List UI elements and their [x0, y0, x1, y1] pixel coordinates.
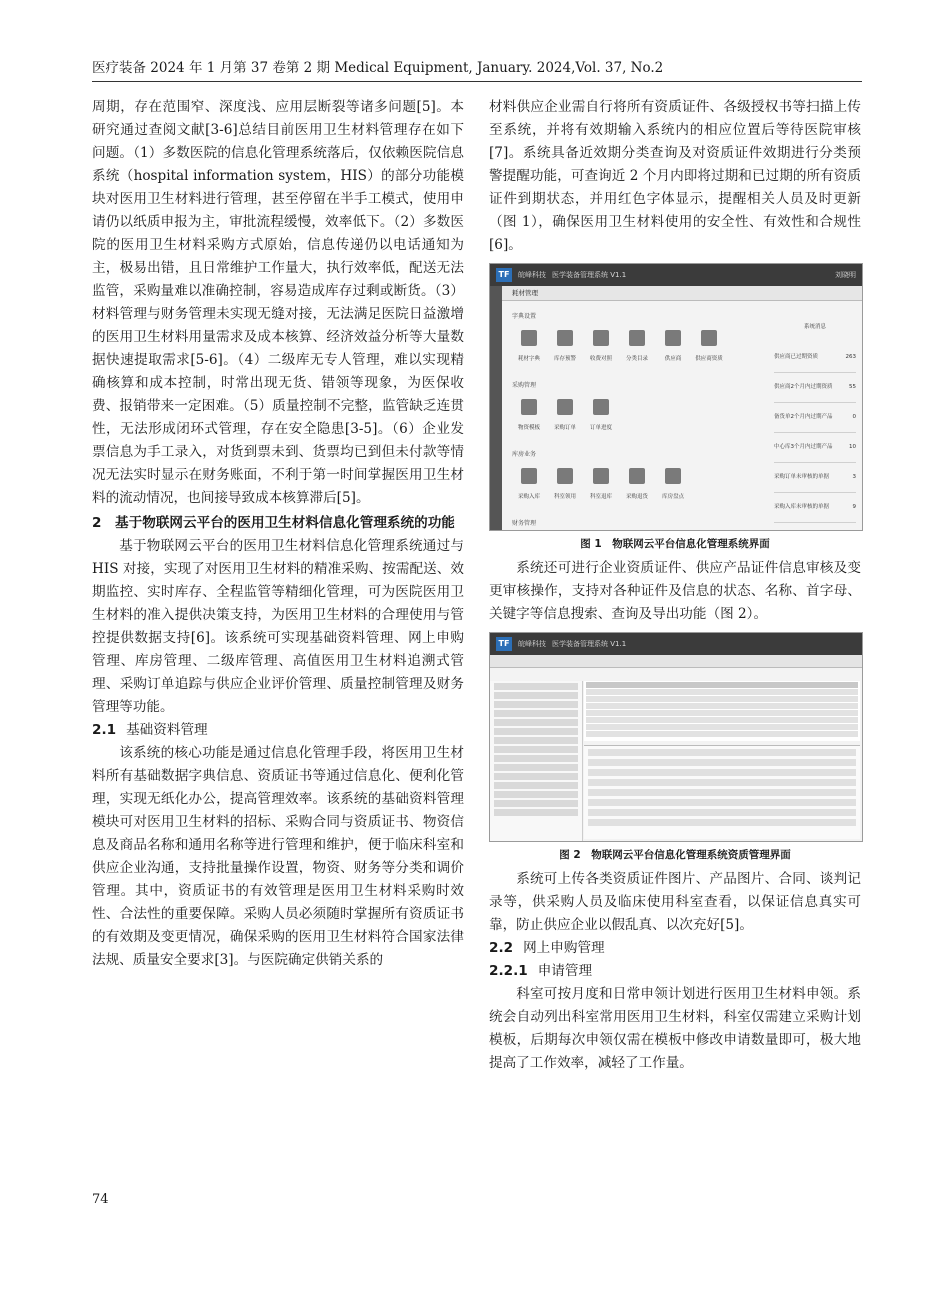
section-2-2-heading [489, 937, 861, 960]
fig1-tile: 分类目录 [622, 330, 652, 371]
section-2-1-heading [92, 719, 464, 742]
fig1-group-label: 采购管理 [512, 382, 537, 389]
fig1-main [504, 302, 772, 526]
fig2-brand: 皖峰科技 [518, 639, 546, 648]
fig1-group-label: 库房业务 [512, 451, 537, 458]
module-icon [665, 330, 681, 346]
fig1-group-label: 财务管理 [512, 520, 537, 527]
fig2-app-title: 医学装备管理系统 V1.1 [552, 639, 627, 648]
fig1-tile: 收费对照 [586, 330, 616, 371]
app-logo-icon: TF [496, 268, 512, 282]
fig2-data-grid [584, 681, 860, 741]
fig1-app-title: 医学装备管理系统 V1.1 [552, 270, 627, 279]
fig1-tile: 采购入库 [514, 468, 544, 509]
figure-1-caption: 图 1 物联网云平台信息化管理系统界面 [580, 538, 770, 550]
fig1-stat-row: 供应商已过期资质 263 [774, 343, 856, 373]
module-icon [593, 399, 609, 415]
app-logo-icon: TF [496, 637, 512, 651]
fig2-tree-panel [490, 681, 583, 841]
fig2-titlebar [490, 633, 862, 655]
right-paragraph-3: 系统可上传各类资质证件图片、产品图片、合同、谈判记录等，供采购人员及临床使用科室查看，以保证信息真实可靠，防止供应企业以假乱真、以次充好[5]。 [489, 871, 861, 933]
fig1-stat-row: 采购入库未审核的单据 9 [774, 493, 856, 523]
section-2-1-title: 基础资料管理 [126, 722, 208, 738]
figure-2-screenshot [489, 632, 863, 842]
module-icon [557, 330, 573, 346]
module-icon [521, 330, 537, 346]
fig1-tile: 采购退货 [622, 468, 652, 509]
section-2-2-number: 2.2 [489, 940, 514, 956]
fig1-stat-row: 备货单2个月内过期产品 0 [774, 403, 856, 433]
fig1-group-label: 字典设置 [512, 313, 537, 320]
fig1-tab: 耗材管理 [512, 288, 538, 297]
fig1-tile: 耗材字典 [514, 330, 544, 371]
module-icon [521, 468, 537, 484]
module-icon [629, 330, 645, 346]
fig1-stat-row [774, 523, 856, 531]
fig1-tabbar [490, 286, 862, 301]
module-icon [701, 330, 717, 346]
fig1-tile: 科室退库 [586, 468, 616, 509]
left-column [92, 96, 464, 972]
fig1-sidebar [490, 286, 502, 530]
fig1-titlebar [490, 264, 862, 286]
fig1-tiles-row [514, 399, 772, 440]
fig1-tiles-row [514, 330, 772, 371]
fig1-stat-row: 供应商2个月内过期资质 55 [774, 373, 856, 403]
fig1-system-messages [774, 316, 856, 531]
section-2-2-1-number: 2.2.1 [489, 963, 528, 979]
running-header: 医疗装备 2024 年 1 月第 37 卷第 2 期 Medical Equipment, January. 2024,Vol. 37, No.2 [92, 56, 862, 82]
left-paragraph-2: 基于物联网云平台的医用卫生材料信息化管理系统通过与 HIS 对接，实现了对医用卫生材料的精准采购、按需配送、效期监控、实时库存、全程监管等精细化管理，可为医院医用卫生材料的准入提供决策支持，为医用卫生材料的合理使用与管控提供数据支持[6]。该系统可实现基础资料管理、网上申购管理、库房管理、二级库管理、高值医用卫生材料追溯式管理、采购订单追踪与供应企业评价管理、质量控制管理及财务管理等功能。 [92, 538, 464, 715]
section-2-heading: 2 基于物联网云平台的医用卫生材料信息化管理系统的功能 [92, 515, 455, 531]
fig1-tiles-row [514, 468, 772, 509]
fig1-tile: 采购订单 [550, 399, 580, 440]
section-2-2-title: 网上申购管理 [523, 940, 605, 956]
fig1-tile: 供应商 [658, 330, 688, 371]
fig1-stat-row: 中心库3个月内过期产品 10 [774, 433, 856, 463]
left-paragraph-1: 周期，存在范围窄、深度浅、应用层断裂等诸多问题[5]。本研究通过查阅文献[3-6]总结目前医用卫生材料管理存在如下问题。（1）多数医院的信息化管理系统落后，仅依赖医院信息系统（hospital information system，HIS）的部分功能模块对医用卫生材料进行管理，甚至停留在半手工模式，使用申请仍以纸质申报为主，审批流程缓慢，效率低下。（2）多数医院的医用卫生材料采购方式原始，信息传递仍以电话通知为主，极易出错，且日常维护工作量大，执行效率低，配送无法监管，采购量难以准确控制，容易造成库存过剩或断货。（3）材料管理与财务管理未实现无缝对接，无法满足医院日益激增的医用卫生材料用量需求及成本核算、经济效益分析等大量数据快速提取需求[5-6]。（4）二级库无专人管理，难以实现精确核算和成本控制，时常出现无货、错领等现象，为医保收费、报销带来一定困难。（5）质量控制不完整，监管缺乏连贯性，无法形成闭环式管理，存在安全隐患[3-5]。（6）企业发票信息为手工录入，对货到票未到、货票均已到但未付款等情况无法实时显示在财务账面，不利于第一时间掌握医用卫生材料的流动情况，也间接导致成本核算滞后[5]。 [92, 99, 464, 506]
fig2-detail-form [584, 745, 860, 839]
fig1-brand: 皖峰科技 [518, 270, 546, 279]
fig1-tile: 供应商资质 [694, 330, 724, 371]
module-icon [521, 399, 537, 415]
fig1-user: 刘晓明 [835, 270, 856, 279]
right-column [489, 96, 861, 1075]
figure-2-caption: 图 2 物联网云平台信息化管理系统资质管理界面 [559, 849, 791, 861]
fig2-toolbar [490, 655, 862, 668]
right-paragraph-2: 系统还可进行企业资质证件、供应产品证件信息审核及变更审核操作，支持对各种证件及信息的状态、名称、首字母、关键字等信息搜索、查询及导出功能（图 2）。 [489, 560, 861, 622]
section-2-2-1-title: 申请管理 [537, 963, 593, 979]
right-paragraph-1: 材料供应企业需自行将所有资质证件、各级授权书等扫描上传至系统，并将有效期输入系统内的相应位置后等待医院审核[7]。系统具备近效期分类查询及对资质证件效期进行分类预警提醒功能，可查询近 2 个月内即将过期和已过期的所有资质证件到期状态，并用红色字体显示，提醒相关人员及时更新（图 1），确保医用卫生材料使用的安全性、有效性和合规性[6]。 [489, 99, 861, 253]
module-icon [629, 468, 645, 484]
section-2-1-number: 2.1 [92, 722, 117, 738]
section-2-2-1-heading [489, 960, 861, 983]
fig1-tile: 库存预警 [550, 330, 580, 371]
module-icon [665, 468, 681, 484]
right-paragraph-4: 科室可按月度和日常申领计划进行医用卫生材料申领。系统会自动列出科室常用医用卫生材料，科室仅需建立采购计划模板，后期每次申领仅需在模板中修改申请数量即可，极大地提高了工作效率，减轻了工作量。 [489, 986, 861, 1071]
fig1-tile: 订单进度 [586, 399, 616, 440]
module-icon [593, 330, 609, 346]
fig1-stat-row: 采购订单未审核的单据 3 [774, 463, 856, 493]
figure-1-screenshot [489, 263, 863, 531]
module-icon [557, 468, 573, 484]
fig1-stats-title: 系统消息 [803, 324, 826, 330]
fig1-tile: 库房盘点 [658, 468, 688, 509]
fig1-tile: 物资模板 [514, 399, 544, 440]
module-icon [593, 468, 609, 484]
fig1-tile: 科室领用 [550, 468, 580, 509]
module-icon [557, 399, 573, 415]
page-number: 74 [92, 1192, 109, 1207]
left-paragraph-3: 该系统的核心功能是通过信息化管理手段，将医用卫生材料所有基础数据字典信息、资质证书等通过信息化、便利化管理，实现无纸化办公，提高管理效率。该系统的基础资料管理模块可对医用卫生材料的招标、采购合同与资质证书、物资信息及商品名称和通用名称等进行管理和维护，便于临床科室和供应企业沟通，支持批量操作设置，物资、财务等分类和调价管理。其中，资质证书的有效管理是医用卫生材料采购时效性、合法性的重要保障。采购人员必须随时掌握所有资质证书的有效期及变更情况，确保采购的医用卫生材料符合国家法律法规、质量安全要求[3]。与医院确定供销关系的 [92, 745, 464, 968]
